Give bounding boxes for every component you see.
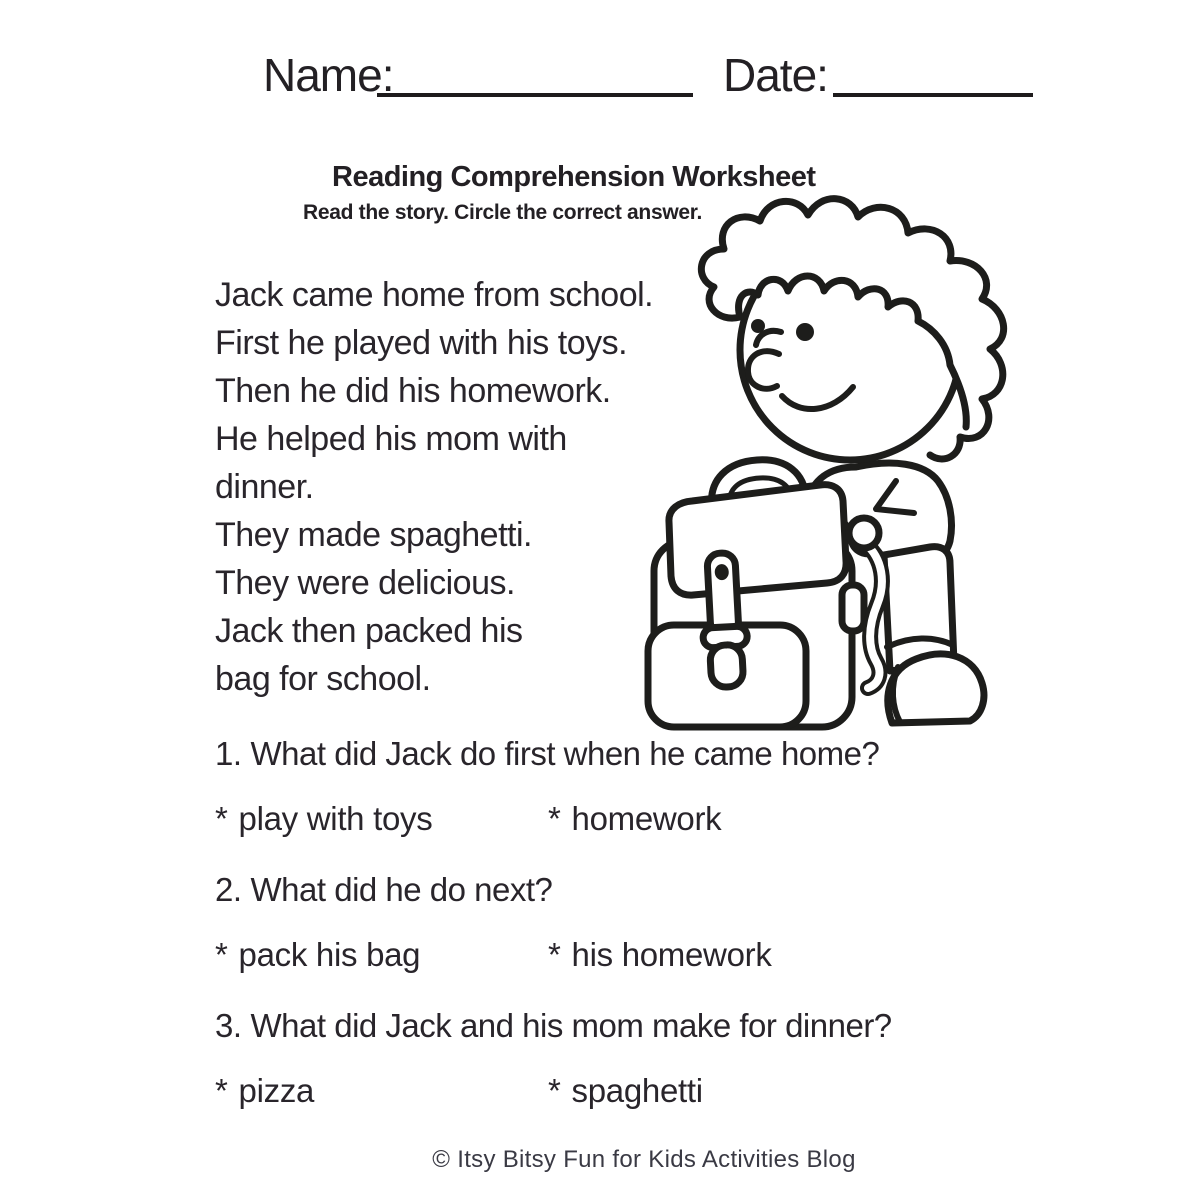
option-label: play with toys (238, 800, 433, 837)
page-title: Reading Comprehension Worksheet (332, 161, 816, 193)
question-1 (215, 735, 879, 773)
question-3-option-2 (548, 1072, 703, 1110)
question-2 (215, 871, 552, 909)
story-line: bag for school. (215, 660, 431, 698)
question-1-number: 1. (215, 735, 242, 772)
story-line: Then he did his homework. (215, 372, 611, 410)
backpack-side-loop (842, 585, 864, 631)
option-label: his homework (571, 936, 772, 973)
story-line: They made spaghetti. (215, 516, 532, 554)
story-line: They were delicious. (215, 564, 515, 602)
asterisk-marker: * (548, 800, 561, 837)
option-label: pizza (238, 1072, 315, 1109)
name-write-in-line (377, 48, 693, 97)
question-1-option-1 (215, 800, 432, 838)
story-line: dinner. (215, 468, 314, 506)
story-line: He helped his mom with (215, 420, 567, 458)
question-2-option-2 (548, 936, 772, 974)
question-3-option-1 (215, 1072, 314, 1110)
date-write-in-line (833, 48, 1033, 97)
question-2-number: 2. (215, 871, 242, 908)
boy-right-eye (796, 323, 814, 341)
story-line: Jack came home from school. (215, 276, 654, 314)
question-3-options (215, 1072, 1035, 1116)
name-label: Name: (263, 49, 394, 101)
asterisk-marker: * (548, 936, 561, 973)
option-label: pack his bag (238, 936, 421, 973)
question-1-options (215, 800, 1035, 844)
question-3-text: What did Jack and his mom make for dinner? (250, 1007, 892, 1044)
question-2-text: What did he do next? (250, 871, 553, 908)
question-1-option-2 (548, 800, 721, 838)
question-3-number: 3. (215, 1007, 242, 1044)
question-3 (215, 1007, 892, 1045)
asterisk-marker: * (215, 1072, 228, 1109)
question-2-option-1 (215, 936, 420, 974)
asterisk-marker: * (215, 936, 228, 973)
question-2-options (215, 936, 1035, 980)
boy-with-backpack-illustration (630, 195, 1020, 740)
asterisk-marker: * (548, 1072, 561, 1109)
copyright-credit: © Itsy Bitsy Fun for Kids Activities Blog (432, 1146, 856, 1173)
backpack-flap (669, 485, 846, 595)
story-line: First he played with his toys. (215, 324, 628, 362)
question-1-text: What did Jack do first when he came home? (250, 735, 880, 772)
option-label: spaghetti (571, 1072, 703, 1109)
boy-shoe (888, 654, 984, 723)
instructions: Read the story. Circle the correct answer. (303, 201, 703, 224)
story-paragraph (215, 271, 653, 703)
boy-hand (849, 518, 879, 548)
date-label: Date: (723, 49, 828, 101)
story-line: Jack then packed his (215, 612, 523, 650)
option-label: homework (571, 800, 722, 837)
asterisk-marker: * (215, 800, 228, 837)
